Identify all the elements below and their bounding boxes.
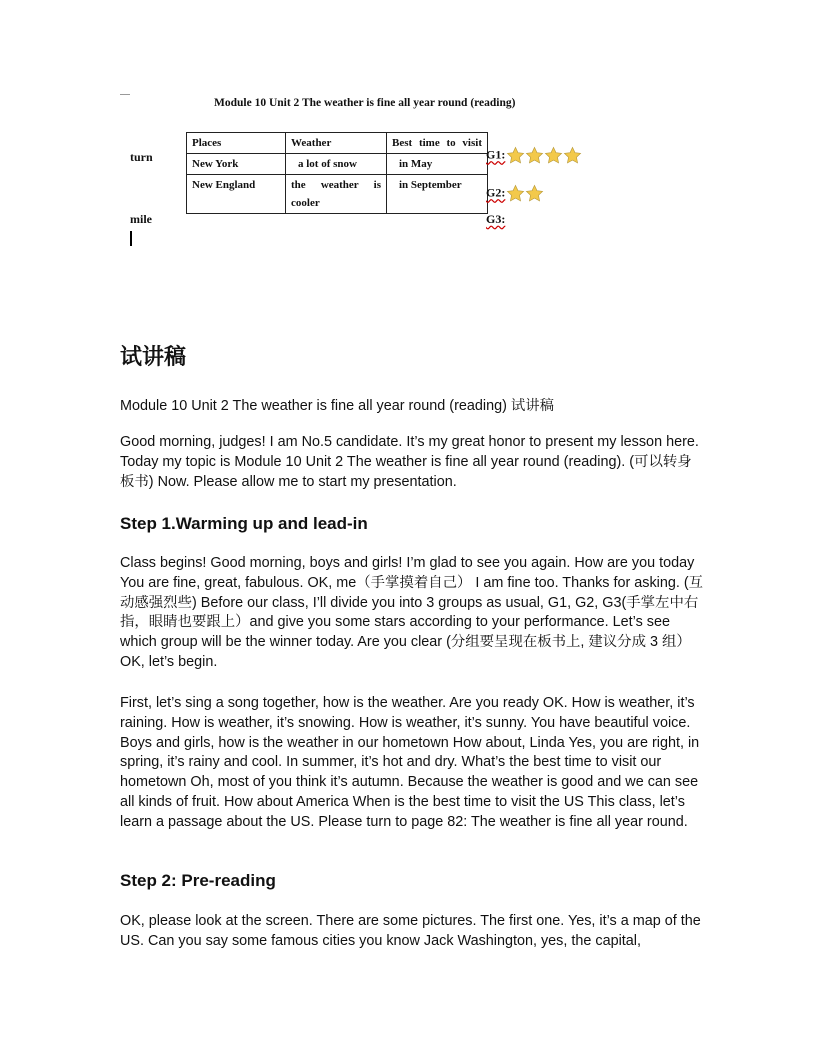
- page-title: 试讲稿: [120, 344, 187, 369]
- header-weather: Weather: [286, 133, 387, 154]
- group-label: G1:: [486, 147, 506, 162]
- table-row: [187, 175, 488, 214]
- cell-weather: the weather is cooler: [286, 175, 387, 214]
- intro-paragraph: Good morning, judges! I am No.5 candidate. It’s my great honor to present my lesson here. Today my topic is Module 10 Unit 2 The weather is fine all year round (reading). (可以转身板书) Now. Please allow me to start my presentation.: [120, 434, 699, 490]
- star-icon: [544, 146, 563, 165]
- cell-place: New York: [187, 154, 286, 175]
- star-icon: [525, 184, 544, 203]
- cell-time: in September: [387, 175, 488, 214]
- group-g1: [486, 146, 582, 165]
- cell-weather: a lot of snow: [286, 154, 387, 175]
- header-best-time: Best time to visit: [387, 133, 488, 154]
- group-label: G3:: [486, 212, 506, 226]
- header-places: Places: [187, 133, 286, 154]
- cell-time: in May: [387, 154, 488, 175]
- star-rating: [506, 184, 544, 203]
- star-icon: [506, 146, 525, 165]
- text-cursor: [130, 231, 132, 246]
- step1-heading: Step 1.Warming up and lead-in: [120, 514, 368, 533]
- star-icon: [525, 146, 544, 165]
- star-icon: [563, 146, 582, 165]
- weather-table: [186, 132, 488, 214]
- group-label: G2:: [486, 185, 506, 200]
- table-row: [187, 154, 488, 175]
- step2-paragraph-1: OK, please look at the screen. There are some pictures. The first one. Yes, it’s a map of the US. Can you say some famous cities you know Jack Washington, yes, the capital,: [120, 913, 701, 949]
- cell-place: New England: [187, 175, 286, 214]
- group-g3: [486, 212, 506, 227]
- step2-heading: Step 2: Pre-reading: [120, 871, 276, 890]
- step1-paragraph-1: Class begins! Good morning, boys and girls! I’m glad to see you again. How are you today You are fine, great, fabulous. OK, me（手掌摸着自己） I am fine too. Thanks for asking. (互动感强烈些) Before our class, I’ll divide you into 3 groups as usual, G1, G2, G3(手掌左中右指，眼睛也要跟上）and give you some stars according to your performance. Let’s see which group will be the winner today. Are you clear (分组要呈现在板书上, 建议分成 3 组）OK, let’s begin.: [120, 555, 704, 670]
- board-word-mile: mile: [130, 212, 152, 226]
- subtitle: Module 10 Unit 2 The weather is fine all year round (reading) 试讲稿: [120, 398, 555, 414]
- page-mark: [120, 94, 130, 95]
- board-word-turn: turn: [130, 150, 153, 164]
- group-g2: [486, 184, 544, 203]
- star-rating: [506, 146, 582, 165]
- board-writing-image: [118, 92, 598, 252]
- step1-paragraph-2: First, let’s sing a song together, how is the weather. Are you ready OK. How is weather, it’s raining. How is weather, it’s snowing. How is weather, it’s sunny. You have beautiful voice. Boys and girls, how is the weather in our hometown How about, Linda Yes, you are right, in spring, it’s rainy and cool. In summer, it’s hot and dry. What’s the best time to visit our hometown Oh, most of you think it’s autumn. Because the weather is good and we can see all kinds of fruit. How about America When is the best time to visit the US This class, let’s learn a passage about the US. Please turn to page 82: The weather is fine all year round.: [120, 695, 700, 830]
- board-title: Module 10 Unit 2 The weather is fine all year round (reading): [214, 97, 516, 109]
- table-header-row: [187, 133, 488, 154]
- star-icon: [506, 184, 525, 203]
